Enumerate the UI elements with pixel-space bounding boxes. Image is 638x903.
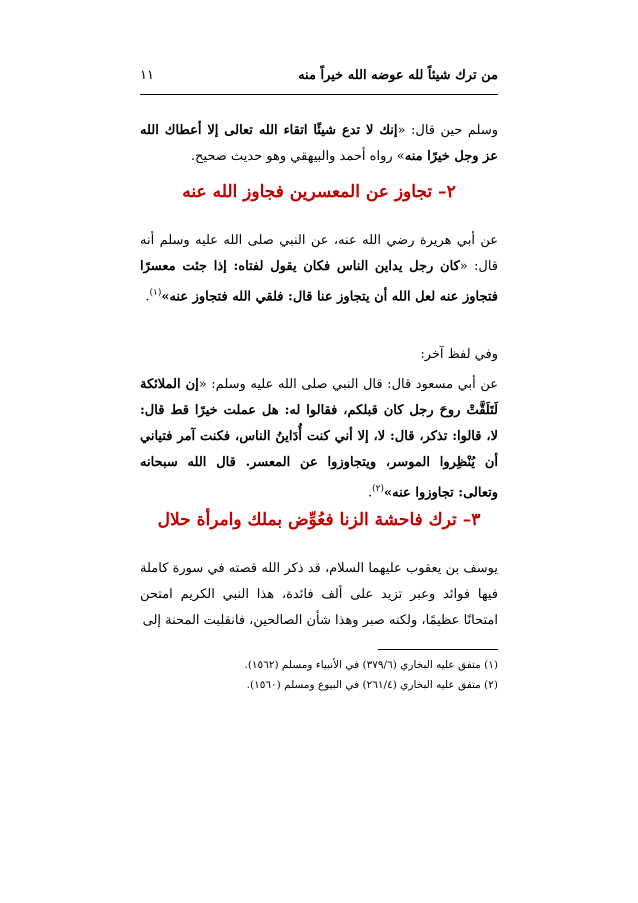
- footnote-rule: [378, 649, 498, 650]
- abu-hurairah-hadith: كان رجل يداين الناس فكان يقول لفتاه: إذا جئت معسرًا فتجاوز عنه لعل الله أن يتجاوز عنا قال: فلقي الله فتجاوز عنه: [140, 259, 498, 305]
- running-title: من ترك شيئاً لله عوضه الله خيراً منه: [298, 68, 498, 83]
- footnote-1: (١) متفق عليه البخاري (٣٧٩/٦) في الأنبياء ومسلم (١٥٦٢).: [244, 659, 498, 671]
- abu-hurairah-lead: عن أبي هريرة رضي الله عنه، عن النبي صلى الله عليه وسلم أنه قال: «: [140, 233, 498, 274]
- page-number: ١١: [140, 68, 154, 83]
- abu-hurairah-quote-close: »: [161, 289, 170, 305]
- abu-hurairah-end: .: [145, 289, 150, 305]
- ibn-masud-hadith: إن الملائكة لَتَلَقَّتْ روحَ رجل كان قبلكم، فقالوا له: هل عملت خيرًا قط قال: لا، قالوا: تذكر، قال: لا، إلا أني كنت أُدَاينُ الناس، فكنت آمر فتياني أن يُنْظِروا الموسر، ويتجاوزوا عن المعسر. قال الله سبحانه وتعالى: تجاوزوا عنه: [140, 377, 498, 501]
- footnote-ref-2: (٢): [372, 484, 385, 494]
- paragraph-ibn-masud: [140, 372, 498, 506]
- paragraph-abu-hurairah: [140, 228, 498, 310]
- footnote-ref-1: (١): [149, 288, 162, 298]
- header-rule: [140, 94, 498, 95]
- intro-hadith: إنك لا تدع شيئًا اتقاء الله تعالى إلا أعطاك الله عز وجل خيرًا منه: [140, 123, 498, 164]
- other-wording-label: وفي لفظ آخر:: [420, 347, 498, 362]
- paragraph-intro: [140, 118, 498, 170]
- paragraph-yusuf: يوسف بن يعقوب عليهما السلام، قد ذكر الله قصته في سورة كاملة فيها فوائد وعبر تزيد على ألف فائدة، هذا النبي الكريم امتحن امتحانًا عظيمًا، ولكنه صبر وهذا شأن الصالحين، فانقلبت المحنة إلى: [140, 561, 498, 628]
- running-header: [140, 68, 498, 92]
- intro-lead: وسلم حين قال: «: [397, 123, 498, 138]
- ibn-masud-end: .: [368, 485, 373, 501]
- footnote-2: (٢) متفق عليه البخاري (٢٦١/٤) في البيوع ومسلم (١٥٦٠).: [246, 679, 498, 691]
- section-heading-3: ٣– ترك فاحشة الزنا فعُوِّض بملك وامرأة حلال: [157, 510, 481, 530]
- intro-tail: » رواه أحمد والبيهقي وهو حديث صحيح.: [190, 149, 405, 164]
- section-heading-2: ٢– تجاوز عن المعسرين فجاوز الله عنه: [182, 182, 456, 202]
- ibn-masud-quote-close: »: [384, 485, 393, 501]
- ibn-masud-lead: عن أبي مسعود قال: قال النبي صلى الله عليه وسلم: «: [198, 377, 499, 392]
